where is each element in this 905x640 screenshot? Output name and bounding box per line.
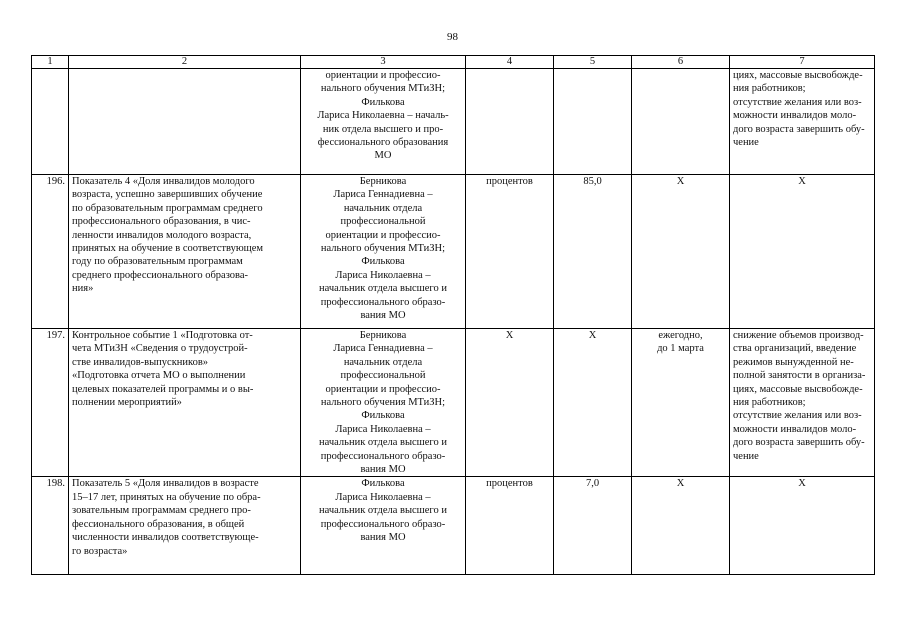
indicator-cell-line: численности инвалидов соответствующе- bbox=[72, 532, 259, 544]
responsible-cell-line: профессионального образо- bbox=[320, 518, 446, 530]
deadline-cell bbox=[632, 69, 730, 175]
indicator-cell-line: профессионального образования, в чис- bbox=[72, 216, 251, 228]
responsible-cell-line: вания МО bbox=[360, 464, 406, 476]
responsible-cell-line: Берникова bbox=[359, 176, 407, 187]
indicator-cell-line: году по образовательным программам bbox=[72, 256, 243, 268]
responsible-cell-line: Лариса Николаевна – bbox=[335, 491, 431, 503]
risks-cell bbox=[730, 477, 875, 575]
risks-cell-line: можности инвалидов моло- bbox=[733, 110, 857, 122]
responsible-cell bbox=[301, 329, 466, 477]
col-header: 3 bbox=[301, 56, 466, 69]
indicator-cell-line: зовательным программам среднего про- bbox=[72, 505, 251, 517]
responsible-cell-line: МО bbox=[374, 150, 392, 162]
indicator-cell-line: по образовательным программам среднего bbox=[72, 202, 263, 214]
responsible-cell-line: начальник отдела высшего и bbox=[319, 437, 447, 449]
indicator-cell-line: «Подготовка отчета МО о выполнении bbox=[72, 370, 246, 382]
value-cell bbox=[554, 69, 632, 175]
row-number bbox=[32, 69, 69, 175]
col-header: 5 bbox=[554, 56, 632, 69]
responsible-cell-line: ориентации и профессио- bbox=[325, 70, 441, 81]
deadline-cell-line: ежегодно, bbox=[658, 330, 703, 341]
responsible-cell-line: ник отдела высшего и про- bbox=[322, 123, 444, 135]
unit-cell bbox=[466, 69, 554, 175]
risks-cell-line: ния работников; bbox=[733, 397, 806, 409]
indicator-cell-line: принятых на обучение в соответствующем bbox=[72, 243, 264, 255]
indicator-cell-line: полнении мероприятий» bbox=[72, 397, 182, 409]
risks-cell-line: дого возраста завершить обу- bbox=[733, 437, 865, 449]
responsible-cell-line: фессионального образования bbox=[317, 137, 449, 149]
unit-cell: процентов bbox=[466, 175, 554, 329]
indicator-cell-line: го возраста» bbox=[72, 545, 128, 557]
indicator-cell-line: целевых показателей программы и о вы- bbox=[72, 383, 254, 395]
deadline-cell bbox=[632, 175, 730, 329]
col-header: 4 bbox=[466, 56, 554, 69]
col-header: 2 bbox=[69, 56, 301, 69]
responsible-cell-line: начальник отдела bbox=[343, 356, 423, 368]
indicator-cell-line: среднего профессионального образова- bbox=[72, 269, 249, 281]
plan-table bbox=[31, 55, 875, 575]
risks-cell-line: циях, массовые высвобожде- bbox=[733, 70, 863, 81]
risks-cell-line: Х bbox=[798, 176, 806, 187]
risks-cell-line: можности инвалидов моло- bbox=[733, 423, 857, 435]
risks-cell-line: отсутствие желания или воз- bbox=[733, 96, 862, 108]
responsible-cell bbox=[301, 175, 466, 329]
indicator-cell bbox=[69, 329, 301, 477]
responsible-cell-line: нального обучения МТиЗН; bbox=[320, 243, 446, 255]
risks-cell bbox=[730, 329, 875, 477]
responsible-cell-line: Филькова bbox=[361, 256, 405, 268]
risks-cell bbox=[730, 69, 875, 175]
value-cell: Х bbox=[554, 329, 632, 477]
risks-cell-line: ния работников; bbox=[733, 83, 806, 95]
responsible-cell-line: Лариса Николаевна – bbox=[335, 269, 431, 281]
indicator-cell-line: Показатель 4 «Доля инвалидов молодого bbox=[72, 176, 255, 187]
indicator-cell-line: стве инвалидов-выпускников» bbox=[72, 356, 209, 368]
responsible-cell-line: профессионального образо- bbox=[320, 450, 446, 462]
risks-cell-line: отсутствие желания или воз- bbox=[733, 410, 862, 422]
responsible-cell-line: начальник отдела bbox=[343, 202, 423, 214]
responsible-cell-line: нального обучения МТиЗН; bbox=[320, 83, 446, 95]
risks-cell-line: ства организаций, введение bbox=[733, 343, 857, 355]
risks-cell-line: циях, массовые высвобожде- bbox=[733, 383, 863, 395]
responsible-cell-line: нального обучения МТиЗН; bbox=[320, 397, 446, 409]
responsible-cell bbox=[301, 477, 466, 575]
indicator-cell-line: 15–17 лет, принятых на обучение по обра- bbox=[72, 491, 261, 503]
risks-cell-line: дого возраста завершить обу- bbox=[733, 123, 865, 135]
deadline-cell bbox=[632, 329, 730, 477]
indicator-cell-line: ленности инвалидов молодого возраста, bbox=[72, 229, 252, 241]
risks-cell-line: снижение объемов производ- bbox=[733, 330, 864, 341]
responsible-cell-line: Лариса Николаевна – началь- bbox=[317, 110, 449, 122]
responsible-cell bbox=[301, 69, 466, 175]
table-row bbox=[32, 69, 875, 175]
row-number: 196. bbox=[32, 175, 69, 329]
indicator-cell-line: ния» bbox=[72, 283, 94, 295]
responsible-cell-line: вания МО bbox=[360, 310, 406, 322]
indicator-cell-line: фессионального образования, в общей bbox=[72, 518, 245, 530]
risks-cell-line: чение bbox=[733, 137, 759, 149]
indicator-cell-line: Показатель 5 «Доля инвалидов в возрасте bbox=[72, 478, 259, 490]
indicator-cell bbox=[69, 175, 301, 329]
responsible-cell-line: начальник отдела высшего и bbox=[319, 283, 447, 295]
responsible-cell-line: Филькова bbox=[361, 410, 405, 422]
table-row bbox=[32, 175, 875, 329]
risks-cell bbox=[730, 175, 875, 329]
unit-cell: Х bbox=[466, 329, 554, 477]
row-number: 198. bbox=[32, 477, 69, 575]
col-header: 7 bbox=[730, 56, 875, 69]
indicator-cell bbox=[69, 69, 301, 175]
page-number: 98 bbox=[447, 31, 458, 43]
risks-cell-line: чение bbox=[733, 450, 759, 462]
responsible-cell-line: профессиональной bbox=[340, 216, 426, 228]
responsible-cell-line: ориентации и профессио- bbox=[325, 229, 441, 241]
indicator-cell-line: чета МТиЗН «Сведения о трудоустрой- bbox=[72, 343, 248, 355]
col-header: 1 bbox=[32, 56, 69, 69]
responsible-cell-line: Филькова bbox=[361, 96, 405, 108]
deadline-cell bbox=[632, 477, 730, 575]
deadline-cell-line: до 1 марта bbox=[657, 343, 704, 355]
row-number: 197. bbox=[32, 329, 69, 477]
deadline-cell-line: Х bbox=[676, 176, 685, 187]
value-cell: 85,0 bbox=[554, 175, 632, 329]
risks-cell-line: режимов вынужденной не- bbox=[733, 356, 854, 368]
header-row bbox=[32, 56, 875, 69]
risks-cell-line: полной занятости в организа- bbox=[733, 370, 866, 382]
unit-cell: процентов bbox=[466, 477, 554, 575]
indicator-cell-line: Контрольное событие 1 «Подготовка от- bbox=[72, 330, 253, 341]
risks-cell-line: Х bbox=[798, 478, 806, 490]
deadline-cell-line: Х bbox=[676, 478, 685, 490]
responsible-cell-line: профессионального образо- bbox=[320, 296, 446, 308]
table-row bbox=[32, 477, 875, 575]
responsible-cell-line: вания МО bbox=[360, 532, 406, 544]
responsible-cell-line: ориентации и профессио- bbox=[325, 383, 441, 395]
responsible-cell-line: начальник отдела высшего и bbox=[319, 505, 447, 517]
responsible-cell-line: Филькова bbox=[361, 478, 405, 490]
indicator-cell-line: возраста, успешно завершивших обучение bbox=[72, 189, 263, 201]
value-cell: 7,0 bbox=[554, 477, 632, 575]
col-header: 6 bbox=[632, 56, 730, 69]
responsible-cell-line: Лариса Геннадиевна – bbox=[333, 189, 433, 201]
responsible-cell-line: профессиональной bbox=[340, 370, 426, 382]
indicator-cell bbox=[69, 477, 301, 575]
responsible-cell-line: Лариса Геннадиевна – bbox=[333, 343, 433, 355]
table-row bbox=[32, 329, 875, 477]
responsible-cell-line: Берникова bbox=[359, 330, 407, 341]
responsible-cell-line: Лариса Николаевна – bbox=[335, 423, 431, 435]
